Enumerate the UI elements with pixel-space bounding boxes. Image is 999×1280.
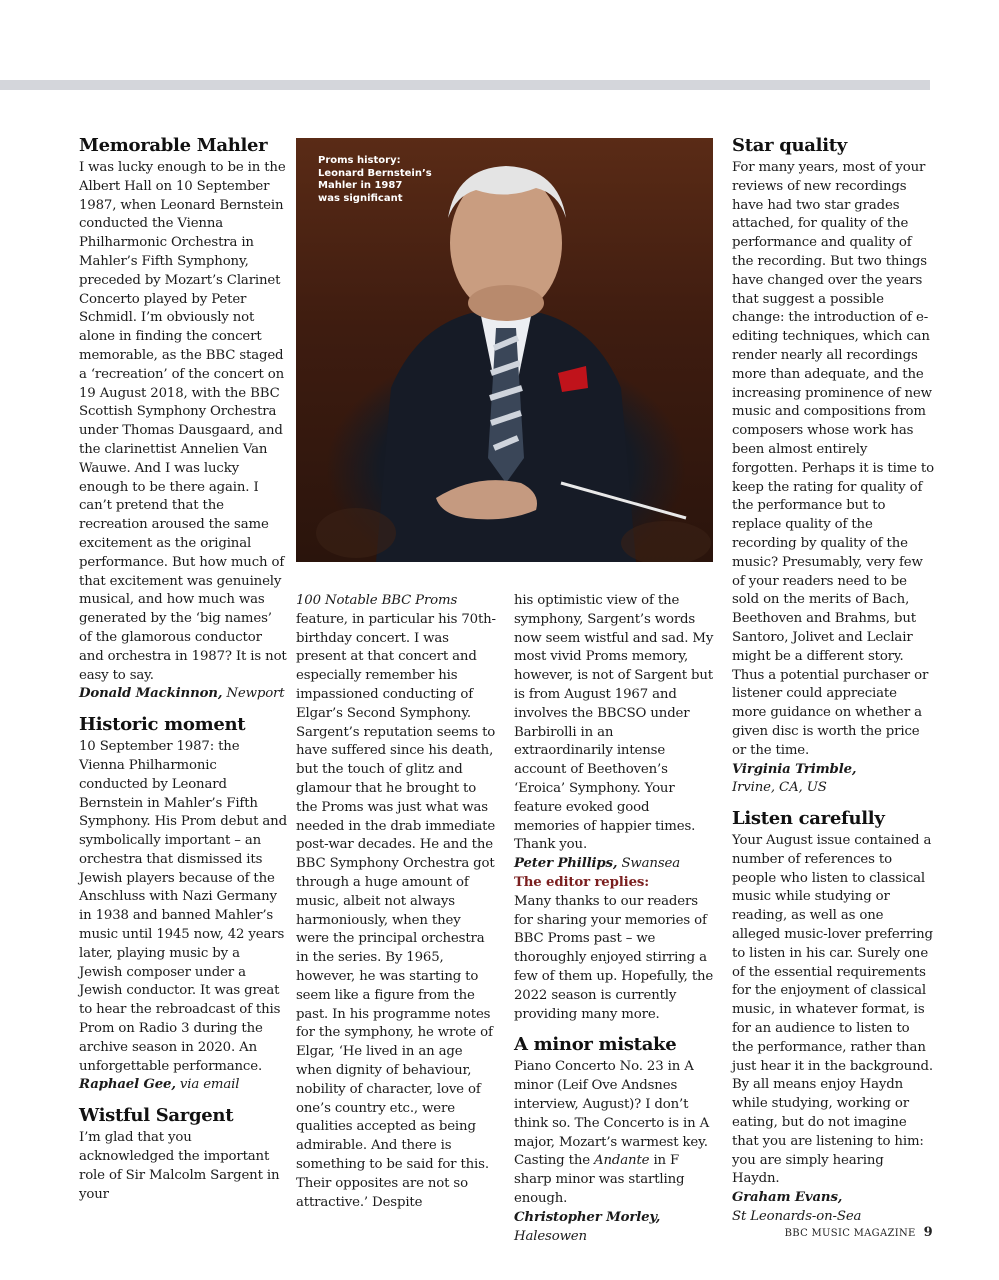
page-footer bbox=[785, 1225, 933, 1240]
column-2 bbox=[296, 592, 496, 1212]
letter-heading-listen-carefully: Listen carefully bbox=[732, 808, 885, 830]
letter-body-continued: his optimistic view of the symphony, Sargent’s words now seem wistful and sad. My most vivid Proms memory, however, is not of Sargent but is from August 1967 and involves the BBCSO under Barbirolli in an extraordinarily intense account of Beethoven’s ‘Eroica’ Symphony. Your feature evoked good memories of happier times. Thank you. bbox=[514, 593, 714, 853]
caption-line: Mahler in 1987 bbox=[318, 180, 403, 191]
letter-heading-memorable-mahler: Memorable Mahler bbox=[79, 135, 268, 156]
author-location: Irvine, CA, US bbox=[732, 780, 827, 796]
author-name: Peter Phillips, bbox=[514, 856, 618, 872]
column-3 bbox=[514, 592, 716, 1246]
letter-heading-a-minor-mistake: A minor mistake bbox=[514, 1034, 677, 1056]
author-name: Christopher Morley, bbox=[514, 1209, 661, 1225]
bernstein-photo bbox=[296, 138, 713, 562]
work-title: Andante bbox=[594, 1153, 650, 1169]
letter-body: I’m glad that you acknowledged the important role of Sir Malcolm Sargent in your bbox=[79, 1130, 280, 1202]
author-location: Newport bbox=[226, 686, 285, 702]
column-4 bbox=[732, 135, 934, 1227]
author-location: St Leonards-on-Sea bbox=[732, 1209, 862, 1225]
top-rule bbox=[0, 80, 930, 90]
letter-body: 10 September 1987: the Vienna Philharmonic conducted by Leonard Bernstein in Mahler’s Fifth Symphony. His Prom debut and symbolically important – an orchestra that dismissed its Jewish players because of the Anschluss with Nazi Germany in 1938 and banned Mahler’s music until 1945 now, 42 years later, playing music by a Jewish composer under a Jewish conductor. It was great to hear the rebroadcast of this Prom on Radio 3 during the archive season in 2020. An unforgettable performance. bbox=[79, 739, 287, 1074]
letter-body-continued bbox=[296, 592, 496, 1212]
column-1 bbox=[79, 135, 287, 1204]
author-location: Halesowen bbox=[514, 1228, 587, 1244]
letter-signature bbox=[514, 855, 716, 874]
letter-text: Piano Concerto No. 23 in A minor (Leif Ove Andsnes interview, August)? I don’t think so. The Concerto is in A major, Mozart’s warmest key. Casting the bbox=[514, 1059, 710, 1169]
author-location: via email bbox=[179, 1077, 240, 1093]
editor-replies-label: The editor replies: bbox=[514, 874, 649, 890]
author-location: Swansea bbox=[621, 856, 681, 872]
caption-line: was significant bbox=[318, 192, 403, 204]
photo-caption bbox=[318, 155, 448, 205]
letter-body: I was lucky enough to be in the Albert Hall on 10 September 1987, when Leonard Bernstein conducted the Vienna Philharmonic Orchestra in Mahler’s Fifth Symphony, preceded by Mozart’s Clarinet Concerto played by Peter Schmidl. I’m obviously not alone in finding the concert memorable, as the BBC staged a ‘recreation’ of the concert on 19 August 2018, with the BBC Scottish Symphony Orchestra under Thomas Dausgaard, and the clarinettist Annelien Van Wauwe. And I was lucky enough to be there again. I can’t pretend that the recreation aroused the same excitement as the original performance. But how much of that excitement was genuinely musical, and how much was generated by the ‘big names’ of the glamorous conductor and orchestra in 1987? It is not easy to say. bbox=[79, 160, 287, 683]
feature-title: 100 Notable BBC Proms bbox=[296, 593, 458, 608]
author-name: Donald Mackinnon, bbox=[79, 686, 223, 702]
caption-line: Leonard Bernstein’s bbox=[318, 167, 432, 179]
letter-heading-historic-moment: Historic moment bbox=[79, 714, 246, 736]
magazine-name: BBC MUSIC MAGAZINE bbox=[784, 1228, 916, 1239]
author-name: Graham Evans, bbox=[732, 1190, 843, 1206]
letter-heading-wistful-sargent: Wistful Sargent bbox=[79, 1105, 234, 1127]
page-number: 9 bbox=[923, 1225, 933, 1240]
letter-text: in F sharp minor was startling enough. bbox=[514, 1153, 685, 1206]
author-name: Raphael Gee, bbox=[79, 1077, 176, 1093]
letter-signature bbox=[79, 1076, 287, 1095]
editor-reply-text: Many thanks to our readers for sharing your memories of BBC Proms past – we thoroughly enjoyed stirring a few of them up. Hopefully, the 2022 season is currently providing many more. bbox=[514, 893, 714, 1022]
letter-body: Your August issue contained a number of references to people who listen to classical music while studying or reading, as well as one alleged music-lover preferring to listen in his car. Surely one of the essential requirements for the enjoyment of classical music, in whatever format, is for an audience to listen to the performance, rather than just hear it in the background. By all means enjoy Haydn while studying, working or eating, but do not imagine that you are listening to him: you are simply hearing Haydn. bbox=[732, 833, 933, 1187]
letter-text: feature, in particular his 70th-birthday concert. I was present at that concert and especially remember his impassioned conducting of Elgar’s Second Symphony. Sargent’s reputation seems to have suffered since his death, but the touch of glitz and glamour that he brought to the Proms was just what was needed in the drab immediate post-war decades. He and the BBC Symphony Orchestra got through a huge amount of music, albeit not always harmoniously, when they were the principal orchestra in the series. By 1965, however, he was starting to seem like a figure from the past. In his programme notes for the symphony, he wrote of Elgar, ‘He lived in an age when dignity of behaviour, nobility of character, love of one’s country etc., were qualities accepted as being admirable. And there is something to be said for this. Their opposites are not so attractive.’ Despite bbox=[296, 611, 496, 1210]
letter-body bbox=[514, 1058, 716, 1208]
author-name: Virginia Trimble, bbox=[732, 761, 857, 777]
letter-body: For many years, most of your reviews of new recordings have had two star grades attached, for quality of the performance and quality of the recording. But two things have changed over the years that suggest a possible change: the introduction of e-editing techniques, which can render nearly all recordings more than adequate, and the increasing prominence of new music and compositions from composers whose work has been almost entirely forgotten. Perhaps it is time to keep the rating for quality of the performance but to replace quality of the recording by quality of the music? Presumably, very few of your readers need to be sold on the merits of Bach, Beethoven and Brahms, but Santoro, Jolivet and Leclair might be a different story. Thus a potential purchaser or listener could appreciate more guidance on whether a given disc is worth the price or the time. bbox=[732, 160, 934, 758]
caption-line: Proms history: bbox=[318, 155, 401, 166]
letter-heading-star-quality: Star quality bbox=[732, 135, 847, 156]
letter-signature bbox=[79, 685, 287, 704]
